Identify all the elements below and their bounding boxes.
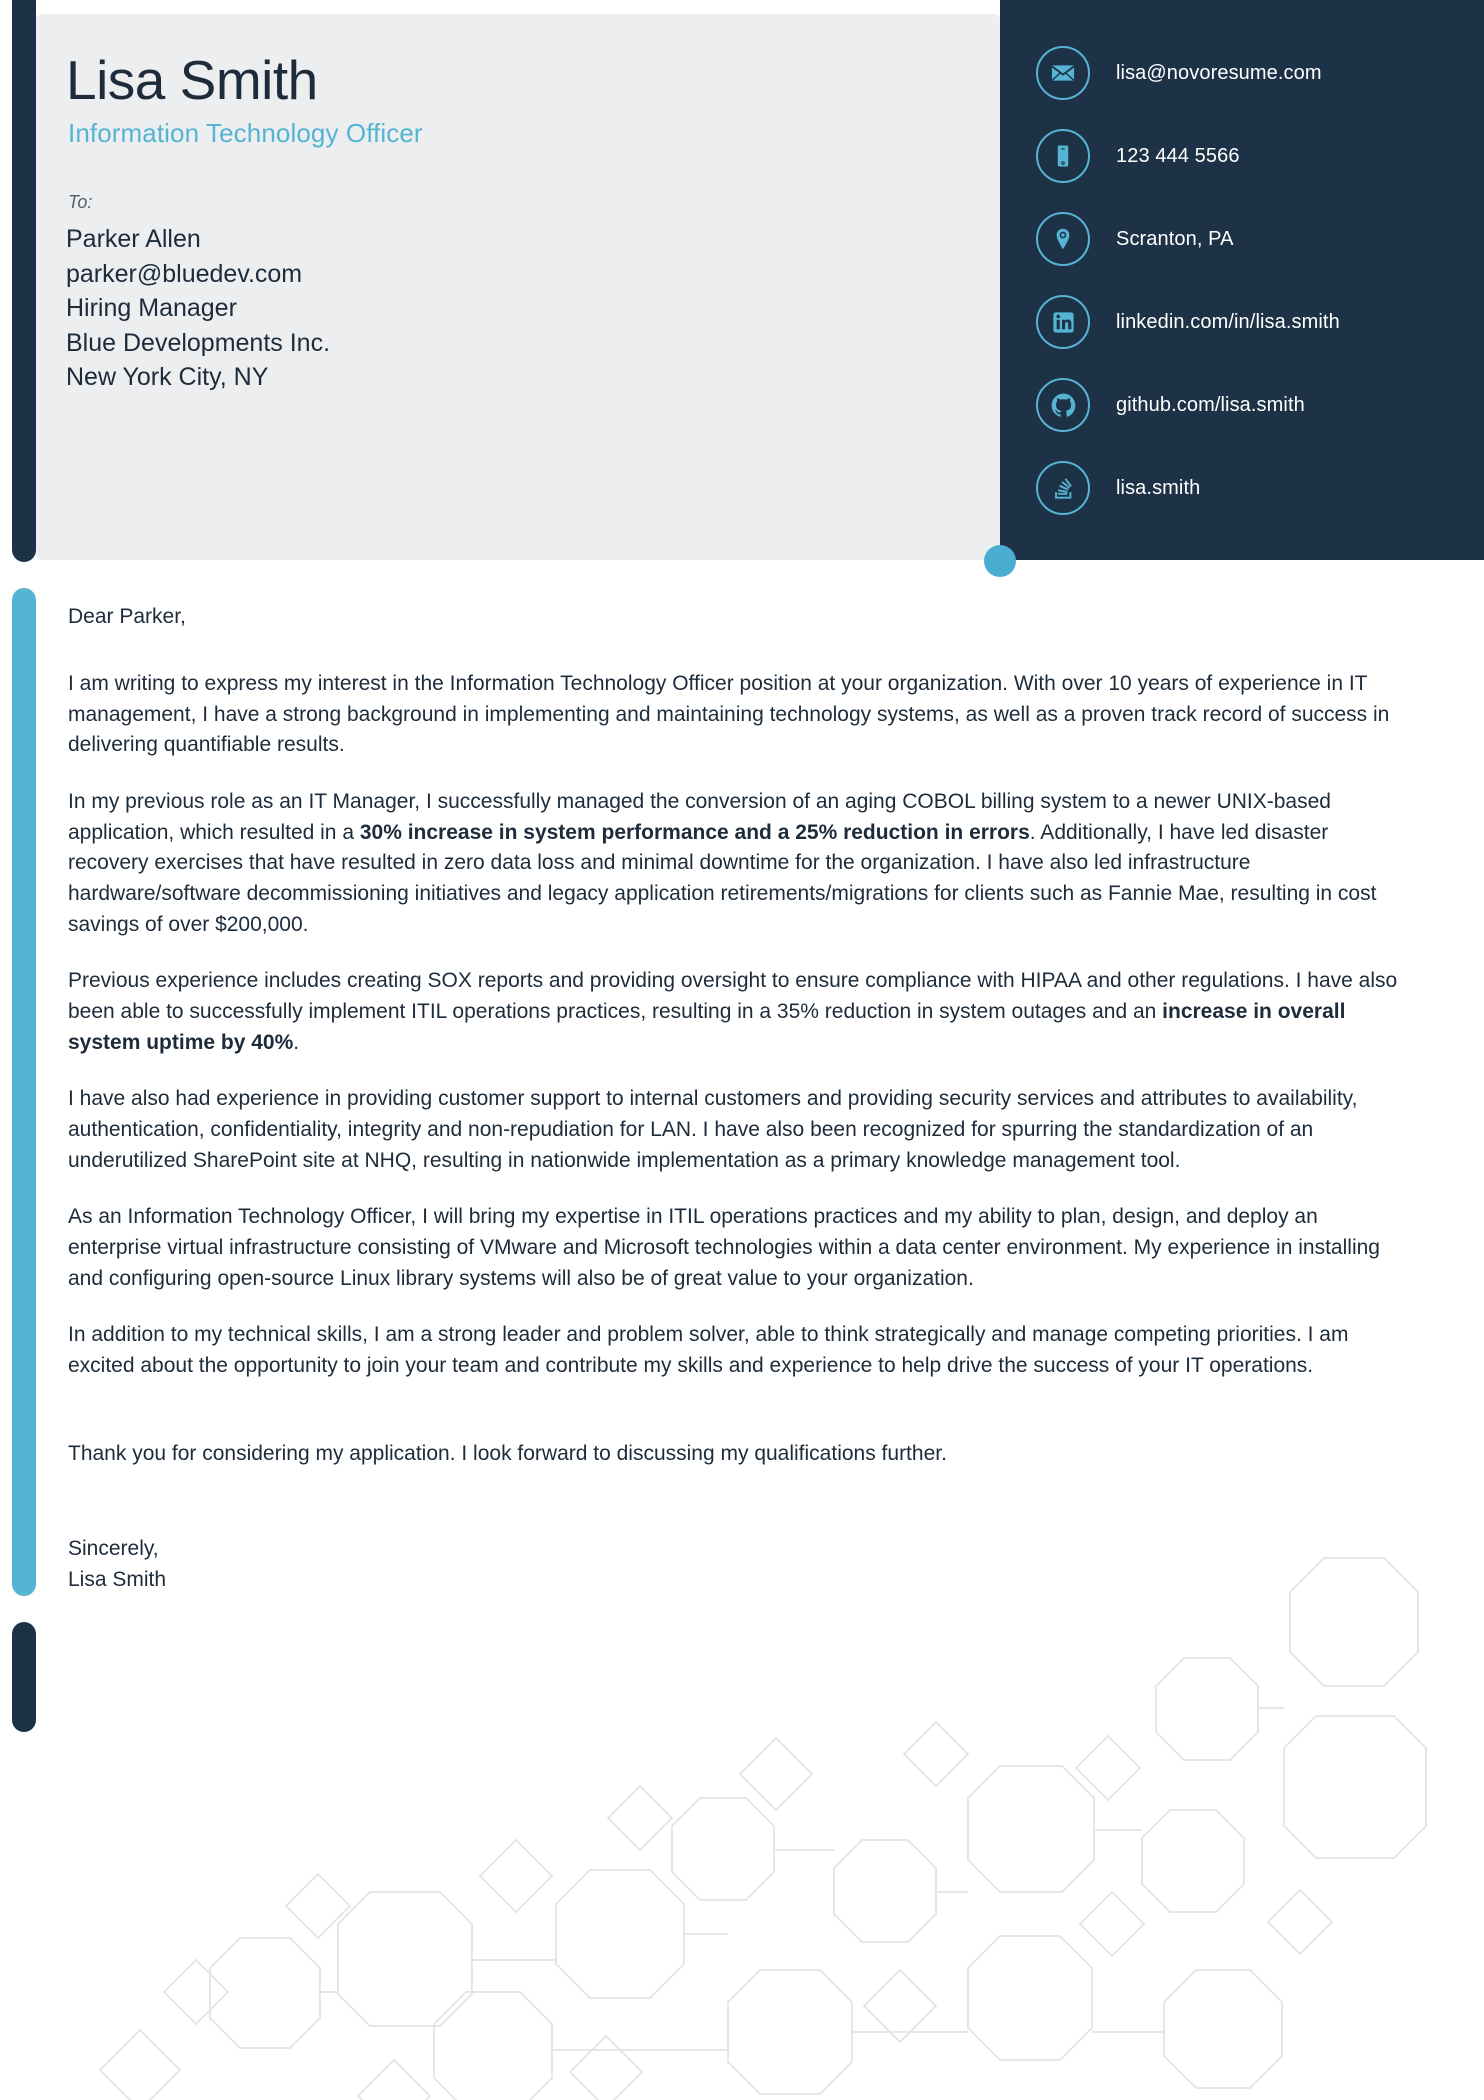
- contact-value-linkedin[interactable]: linkedin.com/in/lisa.smith: [1116, 310, 1340, 333]
- contact-value-github[interactable]: github.com/lisa.smith: [1116, 393, 1305, 416]
- contact-row-location: [1036, 208, 1476, 270]
- applicant-job-title: Information Technology Officer: [68, 118, 423, 148]
- accent-circle-dot: [984, 545, 1016, 577]
- letter-body: [68, 605, 1403, 1595]
- to-label: To:: [68, 192, 93, 212]
- recipient-location: New York City, NY: [66, 363, 269, 391]
- paragraph-text: .: [293, 1030, 300, 1054]
- linkedin-icon: [1036, 295, 1090, 349]
- contact-value-phone[interactable]: 123 444 5566: [1116, 144, 1240, 167]
- contact-value-email[interactable]: lisa@novoresume.com: [1116, 61, 1322, 84]
- hexagon-watermark-pattern: [0, 1540, 1484, 2100]
- contact-value-location[interactable]: Scranton, PA: [1116, 227, 1234, 250]
- contact-row-github: [1036, 374, 1476, 436]
- letter-paragraph: [68, 669, 1403, 761]
- github-icon: [1036, 378, 1090, 432]
- accent-bar-middle-blue: [12, 588, 36, 1596]
- paragraph-text: I am writing to express my interest in the Information Technology Officer position at your organization. With over 10 years of experience in IT management, I have a strong background in implementing and maintaining technology systems, as well as a proven track record of success in delivering quantifiable results.: [68, 672, 1390, 757]
- signer-name: Lisa Smith: [68, 1567, 167, 1591]
- letter-paragraph: [68, 966, 1403, 1058]
- phone-icon: [1036, 129, 1090, 183]
- emphasis-text: 30% increase in system performance and a 25% reduction in errors: [359, 820, 1030, 844]
- closing-thanks: Thank you for considering my application. I look forward to discussing my qualifications further.: [68, 1442, 947, 1466]
- email-icon: [1036, 46, 1090, 100]
- accent-bar-bottom-dark: [12, 1622, 36, 1732]
- letter-paragraphs: [68, 669, 1403, 1381]
- sign-off: Sincerely,: [68, 1537, 159, 1561]
- emphasis-text: increase in overall system uptime by 40%: [68, 999, 1346, 1054]
- signature-block: [68, 1534, 1403, 1595]
- letter-paragraph: [68, 1084, 1403, 1176]
- letter-header: [0, 0, 1484, 560]
- contact-row-linkedin: [1036, 291, 1476, 353]
- contact-list: [1036, 42, 1476, 540]
- location-pin-icon: [1036, 212, 1090, 266]
- paragraph-text: In addition to my technical skills, I am a strong leader and problem solver, able to think strategically and manage competing priorities. I am excited about the opportunity to join your team and contribute my skills and experience to help drive the success of your IT operations.: [68, 1323, 1349, 1377]
- paragraph-text: As an Information Technology Officer, I will bring my expertise in ITIL operations practices and my ability to plan, design, and deploy an enterprise virtual infrastructure consisting of VMware and Microsoft technologies within a data center environment. My experience in installing and configuring open-source Linux library systems will also be of great value to your organization.: [68, 1205, 1380, 1290]
- salutation: Dear Parker,: [68, 605, 186, 628]
- letter-paragraph: [68, 1320, 1403, 1381]
- paragraph-text: In my previous role as an IT Manager, I successfully managed the conversion of an aging COBOL billing system to a newer UNIX-based application, which resulted in a: [68, 789, 1331, 844]
- paragraph-text: . Additionally, I have led disaster recovery exercises that have resulted in zero data loss and minimal downtime for the organization. I have also led infrastructure hardware/software decommissioning initiatives and legacy application retirements/migrations for clients such as Fannie Mae, resulting in cost savings of over $200,000.: [68, 820, 1377, 936]
- recipient-company: Blue Developments Inc.: [66, 328, 331, 357]
- applicant-name: Lisa Smith: [66, 49, 318, 111]
- stackoverflow-icon: [1036, 461, 1090, 515]
- paragraph-text: Previous experience includes creating SOX reports and providing oversight to ensure compliance with HIPAA and other regulations. I have also been able to successfully implement ITIL operations practices, resulting in a 35% reduction in system outages and an: [68, 969, 1398, 1023]
- contact-row-email: [1036, 42, 1476, 104]
- contact-value-stackoverflow[interactable]: lisa.smith: [1116, 476, 1201, 499]
- recipient-email: parker@bluedev.com: [66, 259, 303, 288]
- recipient-name: Parker Allen: [66, 225, 201, 253]
- contact-row-stackoverflow: [1036, 457, 1476, 519]
- contact-row-phone: [1036, 125, 1476, 187]
- letter-paragraph: [68, 1202, 1403, 1294]
- paragraph-text: I have also had experience in providing customer support to internal customers and providing security services and attributes to availability, authentication, confidentiality, integrity and non-repudiation for LAN. I have also been recognized for spurring the standardization of an underutilized SharePoint site at NHQ, resulting in nationwide implementation as a primary knowledge management tool.: [68, 1087, 1358, 1172]
- letter-paragraph: [68, 787, 1403, 940]
- recipient-role: Hiring Manager: [66, 294, 237, 322]
- recipient-block: [66, 222, 330, 395]
- accent-bar-top-dark: [12, 0, 36, 562]
